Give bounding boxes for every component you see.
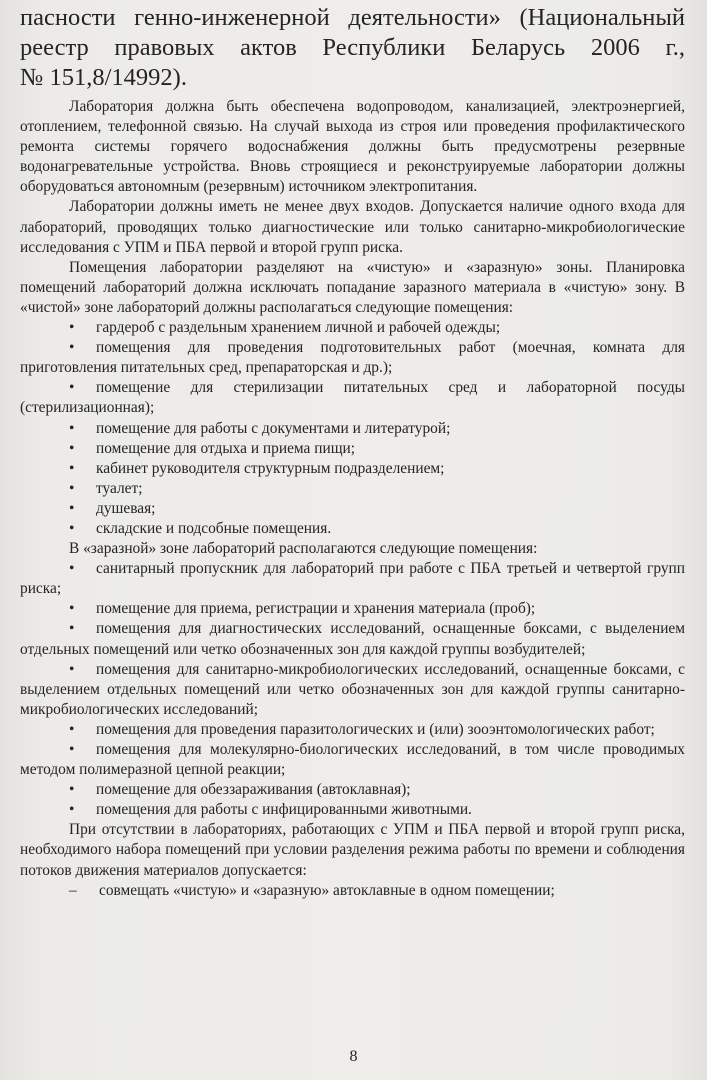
list-item-text: помещения для проведения паразитологических и (или) зооэнтомологических работ; [96,720,655,738]
paragraph: Лаборатория должна быть обеспечена водопроводом, канализацией, электроэнергией, отоплением, телефонной связью. На случай выхода из строя или проведения профилактического ремонта системы горячего водоснабжения должны быть предусмотрены резервные водонагревательные устройства. Вновь строящиеся и реконструируемые лаборатории должны оборудоваться автономным (резервным) источником электропитания. [20,98,685,196]
bullet-list-item [20,499,685,519]
paragraph: Помещения лаборатории разделяют на «чистую» и «заразную» зоны. Планировка помещений лабораторий должна исключать попадание заразного материала в «чистую» зону. В «чистой» зоне лабораторий должны располагаться следующие помещения: [20,258,685,316]
bullet-marker: • [69,620,75,638]
bullet-list-item [20,318,685,338]
bullet-marker: • [69,319,75,337]
bullet-marker: • [69,801,75,819]
list-item-text: помещения для диагностических исследований, оснащенные боксами, с выделением отдельных помещений или четко обозначенных зон для каждой группы возбудителей; [20,620,685,658]
bullet-marker: • [69,499,75,517]
bullet-marker: • [69,479,75,497]
paragraph: При отсутствии в лабораториях, работающих с УПМ и ПБА первой и второй групп риска, необходимого набора помещений при условии разделения режима работы по времени и соблюдения потоков движения материалов допускается: [20,821,685,879]
list-item-text: помещения для работы с инфицированными животными. [96,801,472,819]
page-number: 8 [349,1048,358,1065]
bullet-marker: • [69,379,75,397]
list-item-text: помещение для обеззараживания (автоклавная); [96,781,411,799]
document-body [20,97,685,901]
intro-line: № 151,8/14992). [20,64,187,91]
list-item-text: туалет; [96,479,143,497]
list-item-text: складские и подсобные помещения. [96,519,332,537]
bullet-list-item [20,559,685,599]
list-item-text: душевая; [96,499,156,517]
list-item-text: помещения для проведения подготовительных работ (моечная, комната для приготовления питательных сред, препараторская и др.); [20,339,685,377]
list-item-text: санитарный пропускник для лабораторий при работе с ПБА третьей и четвертой групп риска; [20,560,685,598]
list-item-text: кабинет руководителя структурным подразделением; [96,459,445,477]
list-item-text: помещение для работы с документами и литературой; [96,419,451,437]
list-item-text: помещение для стерилизации питательных сред и лабораторной посуды (стерилизационная); [20,379,685,417]
bullet-marker: • [69,600,75,618]
bullet-list-item [20,338,685,378]
bullet-marker: • [69,519,75,537]
list-item-text: помещения для санитарно-микробиологических исследований, оснащенные боксами, с выделением отдельных помещений или четко обозначенных зон для каждой группы санитарно-микробиологических исследований; [20,660,685,718]
paragraph: Лаборатории должны иметь не менее двух входов. Допускается наличие одного входа для лабораторий, проводящих только диагностические или только санитарно-микробиологические исследования с УПМ и ПБА первой и второй групп риска. [20,198,685,256]
list-item-text: помещение для приема, регистрации и хранения материала (проб); [96,600,536,618]
bullet-marker: • [69,419,75,437]
bullet-marker: • [69,439,75,457]
bullet-list-item [20,459,685,479]
bullet-list-item [20,519,685,539]
intro-line: реестр правовых актов Республики Беларусь 2006 г., [20,34,685,61]
paragraph: В «заразной» зоне лабораторий располагаются следующие помещения: [69,540,538,558]
bullet-list-item [20,378,685,418]
list-item-text: гардероб с раздельным хранением личной и рабочей одежды; [96,319,501,337]
bullet-list-item [20,599,685,619]
bullet-marker: • [69,781,75,799]
bullet-marker: • [69,339,75,357]
bullet-list-item [20,720,685,740]
bullet-list-item [20,619,685,659]
bullet-list-item [20,479,685,499]
list-item-text: помещения для молекулярно-биологических исследований, в том числе проводимых методом полимеразной цепной реакции; [20,741,685,779]
intro-text [20,3,685,93]
bullet-marker: • [69,560,75,578]
bullet-list-item [20,419,685,439]
bullet-list-item [20,660,685,720]
list-item-text: совмещать «чистую» и «заразную» автоклавные в одном помещении; [99,881,555,899]
bullet-list-item [20,780,685,800]
bullet-list-item [20,439,685,459]
bullet-marker: • [69,660,75,678]
list-item-text: помещение для отдыха и приема пищи; [96,439,356,457]
bullet-marker: • [69,720,75,738]
bullet-list-item [20,800,685,820]
bullet-marker: • [69,741,75,758]
dash-list-item [20,881,685,901]
dash-marker: – [69,881,77,899]
intro-line: пасности генно-инженерной деятельности» (Национальный [20,4,685,31]
bullet-list-item [20,740,685,780]
bullet-marker: • [69,459,75,477]
